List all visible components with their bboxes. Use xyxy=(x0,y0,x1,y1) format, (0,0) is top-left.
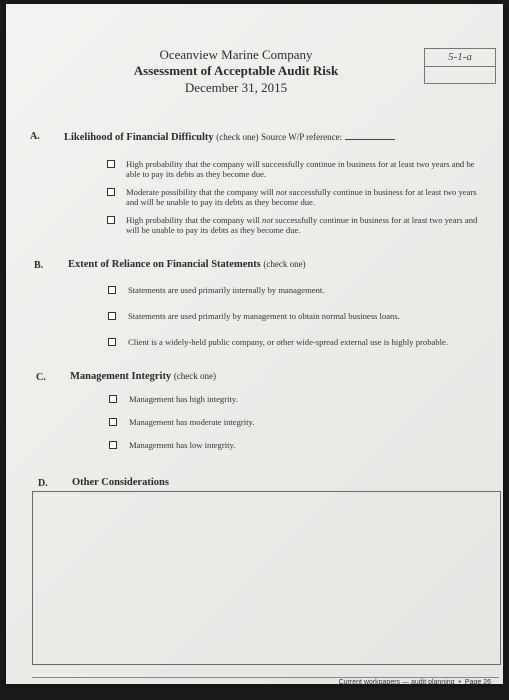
source-wp-label: Source W/P reference: xyxy=(261,132,343,142)
source-wp-input[interactable] xyxy=(345,130,395,140)
footer-dot: • xyxy=(458,679,461,686)
page-footer xyxy=(339,679,491,686)
footer-page: Page 26 xyxy=(464,679,491,686)
workpaper-page xyxy=(6,4,503,684)
option-a-2: Moderate possibility that the company will not successfully continue in business for at least two years and will be unable to pay its debts as they become due. xyxy=(126,187,477,207)
page-title: Assessment of Acceptable Audit Risk xyxy=(133,63,339,78)
checkbox-a-1[interactable] xyxy=(107,160,115,168)
option-c-2: Management has moderate integrity. xyxy=(129,417,255,427)
other-considerations-textarea[interactable] xyxy=(32,491,501,665)
section-b-letter: B. xyxy=(34,260,44,271)
wp-reference: 5-1-a xyxy=(425,50,495,67)
section-a-title xyxy=(64,130,395,143)
footer-dash: — xyxy=(402,679,409,686)
wp-reference-box xyxy=(424,48,496,84)
checkbox-b-2[interactable] xyxy=(108,312,116,320)
section-c-letter: C. xyxy=(36,372,46,383)
section-b-title xyxy=(68,259,306,270)
checkbox-a-2[interactable] xyxy=(107,188,115,196)
report-date: December 31, 2015 xyxy=(184,80,288,95)
footer-middle: audit planning xyxy=(410,679,455,686)
section-a-title-text: Likelihood of Financial Difficulty xyxy=(64,132,214,143)
footer-left: Current workpapers xyxy=(338,679,401,686)
section-d-title: Other Considerations xyxy=(72,477,169,488)
section-a-letter: A. xyxy=(30,131,40,142)
checkbox-c-3[interactable] xyxy=(109,441,117,449)
section-d-letter: D. xyxy=(38,478,48,489)
checkbox-b-3[interactable] xyxy=(108,338,116,346)
option-c-1: Management has high integrity. xyxy=(129,394,238,404)
section-b-title-text: Extent of Reliance on Financial Statements xyxy=(68,259,261,270)
footer-rule xyxy=(32,677,499,678)
option-c-3: Management has low integrity. xyxy=(129,440,236,450)
option-a-3: High probability that the company will not successfully continue in business for at least two years and will be unable to pay its debts as they become due. xyxy=(126,215,478,235)
section-c-check-note: (check one) xyxy=(173,371,217,381)
option-b-1: Statements are used primarily internally by management. xyxy=(128,285,325,295)
option-b-3: Client is a widely-held public company, or other wide-spread external use is highly probable. xyxy=(128,337,448,347)
company-name: Oceanview Marine Company xyxy=(159,47,313,62)
option-a-1: High probability that the company will successfully continue in business for at least two years and be able to pay its debts as they become due. xyxy=(126,159,475,179)
section-c-title-text: Management Integrity xyxy=(70,371,172,382)
checkbox-c-1[interactable] xyxy=(109,395,117,403)
checkbox-b-1[interactable] xyxy=(108,286,116,294)
section-b-check-note: (check one) xyxy=(263,259,306,269)
checkbox-a-3[interactable] xyxy=(107,216,115,224)
section-a-check-note: (check one) xyxy=(216,132,259,142)
section-c-title xyxy=(70,371,216,382)
option-b-2: Statements are used primarily by management to obtain normal business loans. xyxy=(128,311,400,321)
checkbox-c-2[interactable] xyxy=(109,418,117,426)
